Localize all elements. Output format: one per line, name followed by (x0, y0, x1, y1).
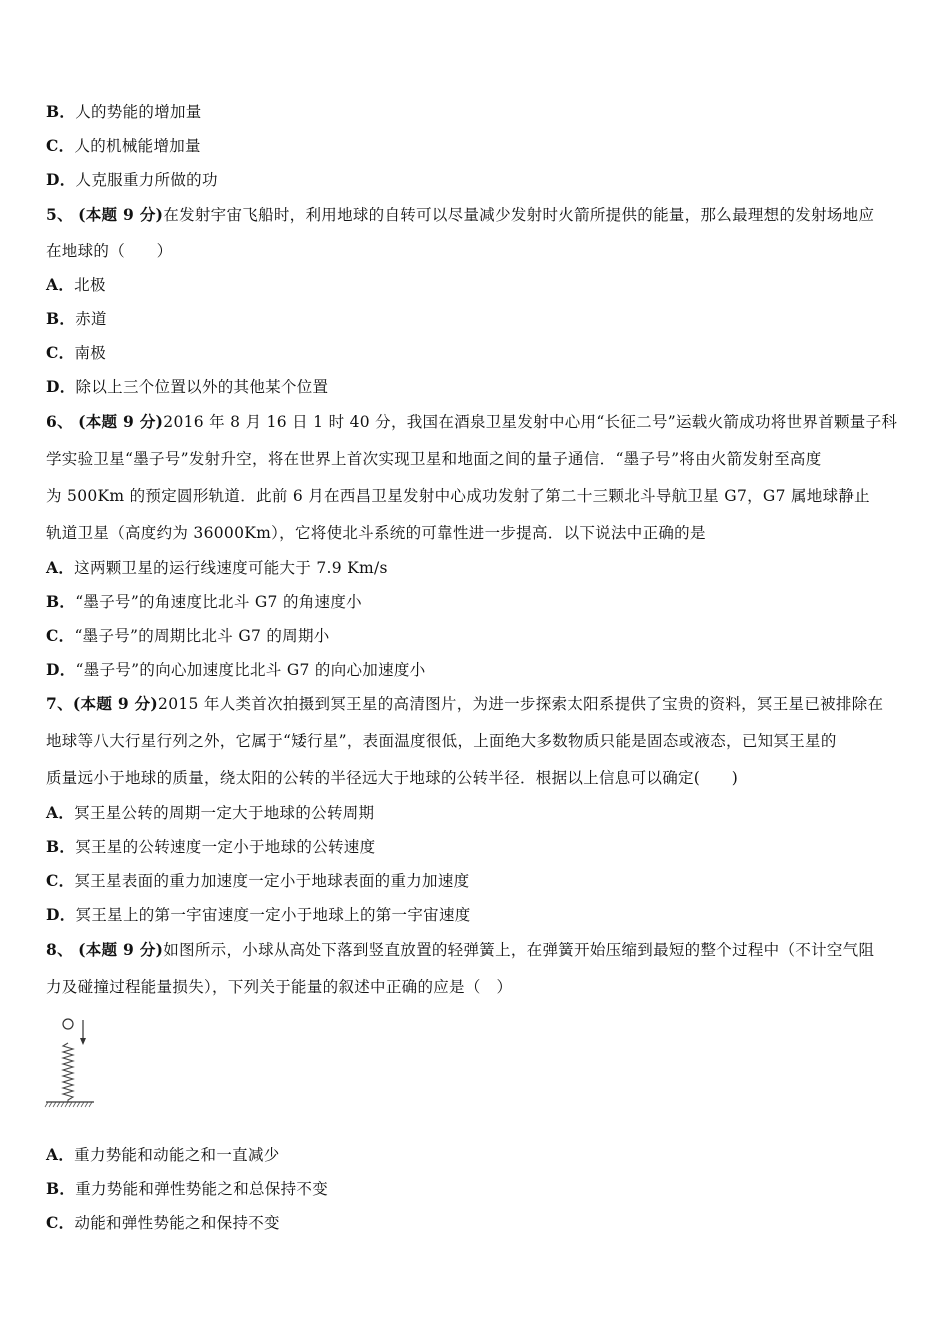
q8-stem-line-1: 8、 (本题 9 分)如图所示，小球从高处下落到竖直放置的轻弹簧上，在弹簧开始压缩到最短的整个过程中（不计空气阻 (46, 940, 875, 959)
q8-option-c: C．动能和弹性势能之和保持不变 (46, 1213, 280, 1232)
q6-stem-line-2: 学实验卫星“墨子号”发射升空，将在世界上首次实现卫星和地面之间的量子通信．“墨子号”将由火箭发射至高度 (46, 450, 822, 468)
q6-option-a: A．这两颗卫星的运行线速度可能大于 7.9 Km/s (46, 558, 388, 577)
q7-option-c: C．冥王星表面的重力加速度一定小于地球表面的重力加速度 (46, 871, 470, 890)
q8-option-b: B．重力势能和弹性势能之和总保持不变 (46, 1179, 329, 1198)
ball-spring-figure (42, 1012, 102, 1112)
q4-option-c: C．人的机械能增加量 (46, 136, 201, 155)
q6-stem-line-4: 轨道卫星（高度约为 36000Km），它将使北斗系统的可靠性进一步提高．以下说法中正确的是 (46, 524, 706, 542)
q6-option-b: B．“墨子号”的角速度比北斗 G7 的角速度小 (46, 592, 362, 611)
q7-stem-line-3: 质量远小于地球的质量，绕太阳的公转的半径远大于地球的公转半径．根据以上信息可以确定( ) (46, 769, 739, 787)
q7-option-b: B．冥王星的公转速度一定小于地球的公转速度 (46, 837, 376, 856)
ground-hatch-icon (45, 1102, 94, 1107)
q7-stem-line-1: 7、(本题 9 分)2015 年人类首次拍摄到冥王星的高清图片，为进一步探索太阳系提供了宝贵的资料，冥王星已被排除在 (46, 694, 884, 713)
q8-option-a: A．重力势能和动能之和一直减少 (46, 1145, 280, 1164)
q5-option-d: D．除以上三个位置以外的其他某个位置 (46, 377, 329, 396)
q6-stem-line-3: 为 500Km 的预定圆形轨道．此前 6 月在西昌卫星发射中心成功发射了第二十三颗北斗导航卫星 G7，G7 属地球静止 (46, 487, 870, 505)
q8-stem-line-2: 力及碰撞过程能量损失），下列关于能量的叙述中正确的应是（ ） (46, 978, 513, 996)
q4-option-d: D．人克服重力所做的功 (46, 170, 218, 189)
q6-option-c: C．“墨子号”的周期比北斗 G7 的周期小 (46, 626, 330, 645)
q7-option-a: A．冥王星公转的周期一定大于地球的公转周期 (46, 803, 375, 822)
q6-option-d: D．“墨子号”的向心加速度比北斗 G7 的向心加速度小 (46, 660, 426, 679)
falling-arrow-icon (80, 1020, 86, 1045)
ball-icon (63, 1019, 73, 1029)
q5-option-a: A．北极 (46, 275, 106, 294)
q4-option-b: B．人的势能的增加量 (46, 102, 202, 121)
q5-option-c: C．南极 (46, 343, 107, 362)
q5-stem-line-2: 在地球的（ ） (46, 242, 173, 260)
q6-stem-line-1: 6、 (本题 9 分)2016 年 8 月 16 日 1 时 40 分，我国在酒泉卫星发射中心用“长征二号”运载火箭成功将世界首颗量子科 (46, 412, 898, 431)
q7-stem-line-2: 地球等八大行星行列之外，它属于“矮行星”，表面温度很低，上面绝大多数物质只能是固态或液态，已知冥王星的 (46, 732, 837, 750)
spring-icon (63, 1043, 73, 1102)
q7-option-d: D．冥王星上的第一宇宙速度一定小于地球上的第一宇宙速度 (46, 905, 471, 924)
q5-option-b: B．赤道 (46, 309, 107, 328)
q5-stem-line-1: 5、 (本题 9 分)在发射宇宙飞船时，利用地球的自转可以尽量减少发射时火箭所提供的能量，那么最理想的发射场地应 (46, 205, 875, 224)
